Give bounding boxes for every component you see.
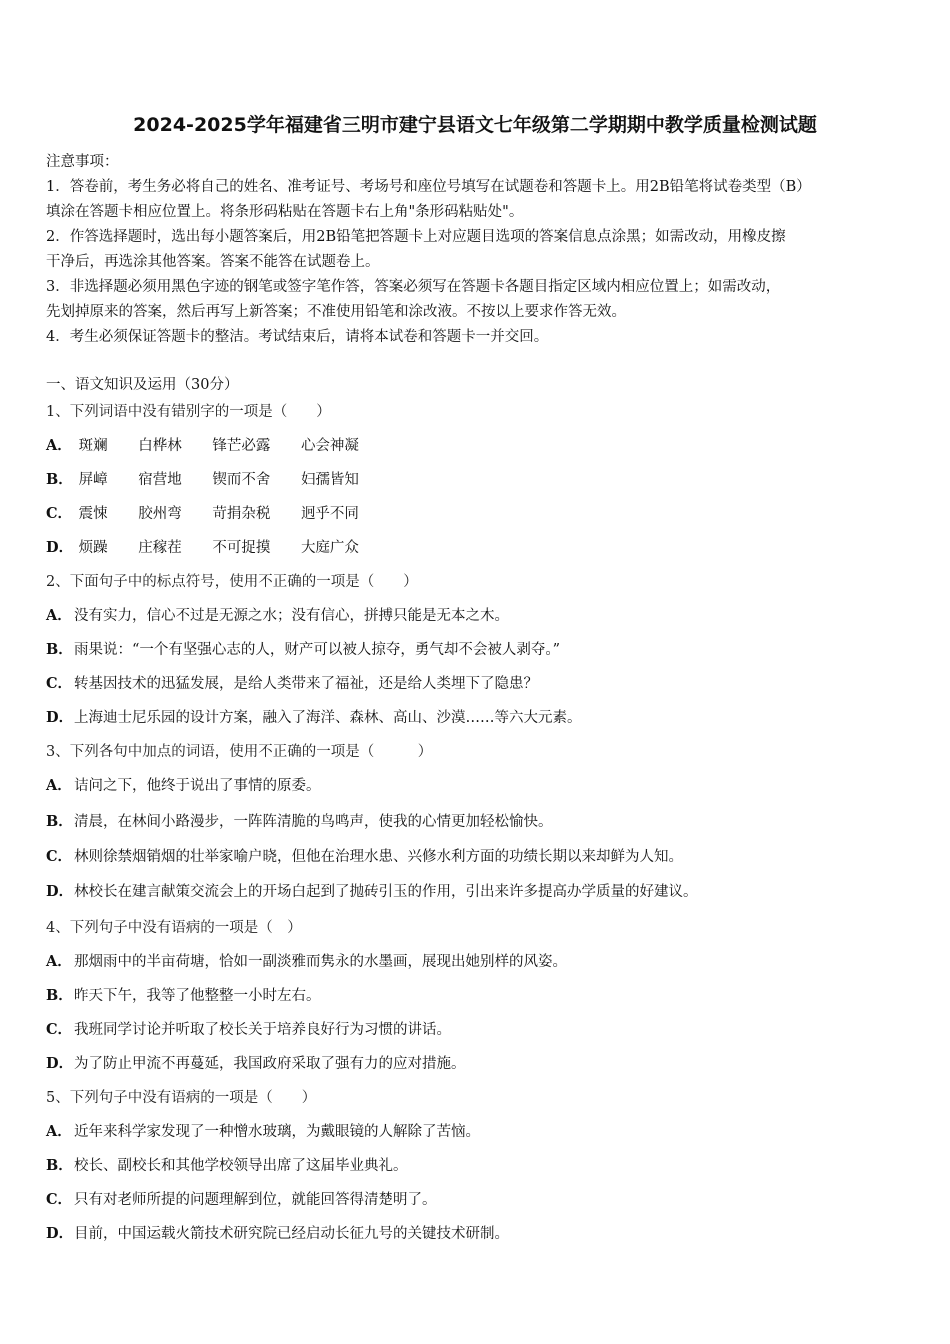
option-text: 林则徐禁烟销烟的壮举家喻户晓，但他在治理水患、兴修水利方面的功绩长期以来却鲜为人知。 [74, 849, 683, 865]
option-row [46, 502, 916, 523]
option-row [46, 536, 916, 557]
question-stem: 1、下列词语中没有错别字的一项是（ ） [46, 404, 331, 420]
option-row [46, 1154, 916, 1175]
section-title: 一、语文知识及运用（30分） [46, 377, 239, 393]
option-letter: B． [46, 987, 73, 1004]
option-letter: D． [46, 709, 74, 726]
option-text: 诘问之下，他终于说出了事情的原委。 [74, 778, 321, 794]
option-row [46, 950, 916, 971]
option-row [46, 810, 916, 831]
option-letter: D． [46, 883, 74, 900]
option-word: 震悚 [78, 506, 108, 522]
option-text: 校长、副校长和其他学校领导出席了这届毕业典礼。 [74, 1158, 408, 1174]
option-letter: A． [46, 1123, 72, 1140]
option-word: 迥乎不同 [300, 506, 359, 522]
option-text: 转基因技术的迅猛发展，是给人类带来了福祉，还是给人类埋下了隐患？ [74, 676, 538, 692]
option-row [46, 880, 916, 901]
option-letter: D． [46, 1055, 74, 1072]
option-letter: A． [46, 607, 72, 624]
option-letter: C． [46, 675, 73, 692]
option-letter: A． [46, 777, 72, 794]
option-letter: C． [46, 1191, 73, 1208]
notes-section [46, 150, 906, 350]
option-text: 昨天下午，我等了他整整一小时左右。 [74, 988, 321, 1004]
option-row [46, 1222, 916, 1243]
option-row [46, 672, 916, 693]
option-word: 不可捉摸 [212, 540, 271, 556]
option-text: 清晨，在林间小路漫步，一阵阵清脆的鸟鸣声，使我的心情更加轻松愉快。 [74, 814, 553, 830]
option-text: 林校长在建言献策交流会上的开场白起到了抛砖引玉的作用，引出来许多提高办学质量的好建议。 [74, 884, 698, 900]
option-letter: D． [46, 539, 74, 556]
option-letter: B． [46, 813, 73, 830]
option-letter: B． [46, 1157, 73, 1174]
option-text: 近年来科学家发现了一种憎水玻璃，为戴眼镜的人解除了苦恼。 [74, 1124, 480, 1140]
option-letter: A． [46, 953, 72, 970]
option-row [46, 1052, 916, 1073]
option-word: 心会神凝 [300, 438, 359, 454]
option-word: 烦躁 [78, 540, 108, 556]
option-text: 上海迪士尼乐园的设计方案，融入了海洋、森林、高山、沙漠……等六大元素。 [74, 710, 582, 726]
option-word: 锋芒必露 [212, 438, 271, 454]
option-word: 宿营地 [138, 472, 182, 488]
option-row [46, 845, 916, 866]
option-text: 雨果说：“一个有坚强心志的人，财产可以被人掠夺，勇气却不会被人剥夺。” [74, 642, 561, 658]
notes-line: 填涂在答题卡相应位置上。将条形码粘贴在答题卡右上角"条形码粘贴处"。 [46, 204, 524, 220]
option-text: 我班同学讨论并听取了校长关于培养良好行为习惯的讲话。 [74, 1022, 451, 1038]
option-row [46, 984, 916, 1005]
option-text: 那烟雨中的半亩荷塘，恰如一副淡雅而隽永的水墨画，展现出她别样的风姿。 [74, 954, 567, 970]
option-row [46, 468, 916, 489]
option-letter: C． [46, 505, 73, 522]
option-word: 庄稼茬 [138, 540, 182, 556]
notes-line: 3．非选择题必须用黑色字迹的钢笔或签字笔作答，答案必须写在答题卡各题目指定区域内相应位置上；如需改动， [46, 279, 781, 295]
question-stem: 2、下面句子中的标点符号，使用不正确的一项是（ ） [46, 574, 418, 590]
notes-line: 4．考生必须保证答题卡的整洁。考试结束后，请将本试卷和答题卡一并交回。 [46, 329, 549, 345]
option-word: 锲而不舍 [212, 472, 271, 488]
question-stem: 3、下列各句中加点的词语，使用不正确的一项是（ ） [46, 744, 433, 760]
page-title: 2024-2025学年福建省三明市建宁县语文七年级第二学期期中教学质量检测试题 [133, 114, 817, 136]
option-letter: D． [46, 1225, 74, 1242]
option-row [46, 638, 916, 659]
option-row [46, 1120, 916, 1141]
option-word: 白桦林 [138, 438, 182, 454]
option-word: 胶州弯 [138, 506, 182, 522]
notes-line: 2．作答选择题时，选出每小题答案后，用2B铅笔把答题卡上对应题目选项的答案信息点涂黑；如需改动，用橡皮擦 [46, 229, 786, 245]
option-word: 屏嶂 [78, 472, 108, 488]
option-word: 斑斓 [78, 438, 108, 454]
option-letter: B． [46, 641, 73, 658]
option-text: 为了防止甲流不再蔓延，我国政府采取了强有力的应对措施。 [74, 1056, 466, 1072]
option-row [46, 434, 916, 455]
notes-line: 先划掉原来的答案，然后再写上新答案；不准使用铅笔和涂改液。不按以上要求作答无效。 [46, 304, 626, 320]
option-letter: A． [46, 437, 72, 454]
question-stem: 5、下列句子中没有语病的一项是（ ） [46, 1090, 317, 1106]
notes-heading: 注意事项： [46, 154, 119, 170]
option-row [46, 706, 916, 727]
option-row [46, 1188, 916, 1209]
option-row [46, 774, 916, 795]
option-row [46, 604, 916, 625]
option-row [46, 1018, 916, 1039]
option-text: 没有实力，信心不过是无源之水；没有信心，拼搏只能是无本之木。 [74, 608, 509, 624]
option-word: 苛捐杂税 [212, 506, 271, 522]
option-letter: C． [46, 848, 73, 865]
option-word: 妇孺皆知 [300, 472, 359, 488]
notes-line: 干净后，再选涂其他答案。答案不能答在试题卷上。 [46, 254, 380, 270]
notes-line: 1．答卷前，考生务必将自己的姓名、准考证号、考场号和座位号填写在试题卷和答题卡上。用2B铅笔将试卷类型（B） [46, 179, 811, 195]
option-letter: B． [46, 471, 73, 488]
option-text: 只有对老师所提的问题理解到位，就能回答得清楚明了。 [74, 1192, 437, 1208]
option-text: 目前，中国运载火箭技术研究院已经启动长征九号的关键技术研制。 [74, 1226, 509, 1242]
question-stem: 4、下列句子中没有语病的一项是（ ） [46, 920, 302, 936]
option-word: 大庭广众 [300, 540, 359, 556]
option-letter: C． [46, 1021, 73, 1038]
